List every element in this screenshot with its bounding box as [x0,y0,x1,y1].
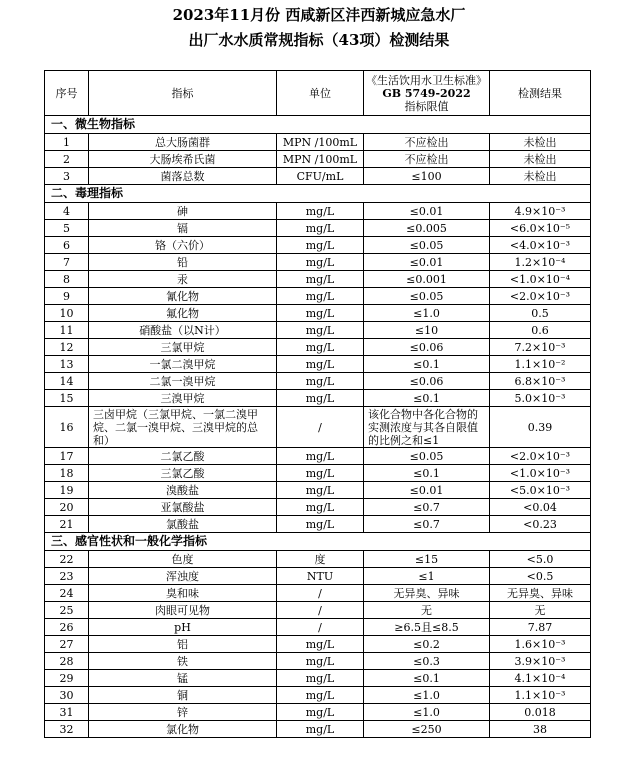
cell-indicator: 一氯二溴甲烷 [89,356,277,373]
cell-limit: ≤100 [364,168,490,185]
cell-result: 7.87 [490,619,591,636]
cell-unit: mg/L [277,237,364,254]
cell-result: 无 [490,602,591,619]
header-no: 序号 [45,71,89,116]
cell-limit: ≤0.1 [364,390,490,407]
cell-indicator: 大肠埃希氏菌 [89,151,277,168]
cell-result: 6.8×10⁻³ [490,373,591,390]
cell-limit: 该化合物中各化合物的实测浓度与其各自限值的比例之和≤1 [364,407,490,448]
cell-limit: ≤1.0 [364,687,490,704]
cell-unit: MPN /100mL [277,134,364,151]
cell-limit: ≤0.005 [364,220,490,237]
cell-limit: 无异臭、异味 [364,585,490,602]
table-row [45,288,591,305]
cell-indicator: 菌落总数 [89,168,277,185]
cell-no: 29 [45,670,89,687]
cell-indicator: 铅 [89,254,277,271]
cell-limit: ≤1.0 [364,704,490,721]
section-header-row [45,533,591,551]
cell-result: 0.018 [490,704,591,721]
cell-indicator: 氟化物 [89,305,277,322]
cell-result: 5.0×10⁻³ [490,390,591,407]
table-row [45,721,591,738]
header-result: 检测结果 [490,71,591,116]
cell-no: 10 [45,305,89,322]
cell-limit: ≤0.001 [364,271,490,288]
header-std-line1: 《生活饮用水卫生标准》 [366,73,487,87]
cell-result: 1.6×10⁻³ [490,636,591,653]
cell-result: 0.5 [490,305,591,322]
cell-unit: / [277,619,364,636]
cell-unit: mg/L [277,516,364,533]
table-row [45,322,591,339]
table-row [45,448,591,465]
cell-indicator: 氯化物 [89,721,277,738]
cell-unit: mg/L [277,448,364,465]
table-row [45,220,591,237]
cell-limit: ≤15 [364,551,490,568]
cell-limit: ≤0.7 [364,499,490,516]
cell-indicator: 三氯乙酸 [89,465,277,482]
cell-no: 17 [45,448,89,465]
cell-indicator: 三氯甲烷 [89,339,277,356]
table-header-row [45,71,591,116]
cell-indicator: 锌 [89,704,277,721]
cell-indicator: 三溴甲烷 [89,390,277,407]
cell-unit: mg/L [277,288,364,305]
report-title-line2: 出厂水水质常规指标（43项）检测结果 [188,31,450,49]
table-row [45,203,591,220]
cell-result: <0.04 [490,499,591,516]
header-unit: 单位 [277,71,364,116]
cell-indicator: 铜 [89,687,277,704]
cell-no: 2 [45,151,89,168]
cell-limit: ≤0.06 [364,373,490,390]
cell-unit: mg/L [277,636,364,653]
cell-result: <1.0×10⁻³ [490,465,591,482]
cell-result: <5.0×10⁻³ [490,482,591,499]
cell-result: 1.1×10⁻³ [490,687,591,704]
cell-unit: mg/L [277,203,364,220]
cell-result: <1.0×10⁻⁴ [490,271,591,288]
cell-limit: ≤0.05 [364,448,490,465]
table-row [45,465,591,482]
section-title: 一、微生物指标 [45,116,591,134]
cell-no: 5 [45,220,89,237]
cell-indicator: 硝酸盐（以N计） [89,322,277,339]
cell-result: <2.0×10⁻³ [490,288,591,305]
cell-result: <0.5 [490,568,591,585]
cell-result: 未检出 [490,168,591,185]
table-row [45,390,591,407]
table-row [45,568,591,585]
cell-unit: / [277,585,364,602]
header-standard-limit [364,71,490,116]
cell-limit: 不应检出 [364,151,490,168]
cell-unit: mg/L [277,670,364,687]
cell-unit: mg/L [277,482,364,499]
cell-unit: 度 [277,551,364,568]
cell-result: 7.2×10⁻³ [490,339,591,356]
table-row [45,237,591,254]
cell-no: 32 [45,721,89,738]
cell-limit: ≤0.7 [364,516,490,533]
table-row [45,499,591,516]
cell-result: 无异臭、异味 [490,585,591,602]
table-row [45,653,591,670]
cell-result: <4.0×10⁻³ [490,237,591,254]
section-header-row [45,116,591,134]
cell-no: 9 [45,288,89,305]
cell-limit: ≤1.0 [364,305,490,322]
cell-no: 31 [45,704,89,721]
cell-unit: mg/L [277,254,364,271]
cell-unit: CFU/mL [277,168,364,185]
table-row [45,151,591,168]
cell-limit: ≤0.01 [364,482,490,499]
cell-limit: ≤0.01 [364,254,490,271]
table-row [45,373,591,390]
table-row [45,271,591,288]
cell-result: 38 [490,721,591,738]
cell-result: 4.9×10⁻³ [490,203,591,220]
cell-result: 1.1×10⁻² [490,356,591,373]
cell-no: 27 [45,636,89,653]
cell-result: 0.6 [490,322,591,339]
table-row [45,687,591,704]
cell-indicator: 镉 [89,220,277,237]
cell-no: 24 [45,585,89,602]
cell-indicator: 二氯一溴甲烷 [89,373,277,390]
section-title: 二、毒理指标 [45,185,591,203]
cell-limit: ≤1 [364,568,490,585]
cell-no: 20 [45,499,89,516]
cell-indicator: 溴酸盐 [89,482,277,499]
cell-limit: ≤0.1 [364,670,490,687]
cell-indicator: 铁 [89,653,277,670]
cell-no: 15 [45,390,89,407]
cell-no: 14 [45,373,89,390]
cell-limit: ≤0.1 [364,465,490,482]
table-body [45,116,591,738]
cell-indicator: 铬（六价） [89,237,277,254]
cell-no: 6 [45,237,89,254]
table-row [45,305,591,322]
table-row [45,168,591,185]
cell-unit: mg/L [277,322,364,339]
cell-indicator: 总大肠菌群 [89,134,277,151]
cell-indicator: 臭和味 [89,585,277,602]
table-row [45,636,591,653]
table-row [45,482,591,499]
cell-limit: ≤0.05 [364,288,490,305]
cell-unit: mg/L [277,356,364,373]
cell-unit: mg/L [277,465,364,482]
cell-no: 8 [45,271,89,288]
cell-unit: mg/L [277,305,364,322]
cell-no: 1 [45,134,89,151]
cell-no: 30 [45,687,89,704]
cell-result: <0.23 [490,516,591,533]
cell-no: 12 [45,339,89,356]
cell-unit: mg/L [277,220,364,237]
cell-no: 18 [45,465,89,482]
table-row [45,619,591,636]
cell-indicator: 氰化物 [89,288,277,305]
cell-result: 未检出 [490,134,591,151]
cell-no: 7 [45,254,89,271]
cell-unit: mg/L [277,653,364,670]
cell-indicator: 砷 [89,203,277,220]
cell-no: 25 [45,602,89,619]
cell-no: 13 [45,356,89,373]
cell-no: 28 [45,653,89,670]
cell-indicator: 色度 [89,551,277,568]
cell-no: 19 [45,482,89,499]
cell-indicator: 铝 [89,636,277,653]
cell-result: <6.0×10⁻⁵ [490,220,591,237]
cell-limit: ≤10 [364,322,490,339]
cell-unit: mg/L [277,373,364,390]
cell-no: 21 [45,516,89,533]
cell-unit: mg/L [277,721,364,738]
cell-indicator: 亚氯酸盐 [89,499,277,516]
cell-unit: mg/L [277,271,364,288]
cell-indicator: 汞 [89,271,277,288]
table-row [45,356,591,373]
cell-result: <2.0×10⁻³ [490,448,591,465]
cell-unit: MPN /100mL [277,151,364,168]
header-std-line2: GB 5749-2022 [382,86,471,100]
header-indicator: 指标 [89,71,277,116]
cell-result: <5.0 [490,551,591,568]
cell-limit: ≤0.06 [364,339,490,356]
cell-unit: mg/L [277,390,364,407]
cell-no: 22 [45,551,89,568]
table-row [45,670,591,687]
cell-unit: mg/L [277,704,364,721]
table-row [45,551,591,568]
cell-limit: ≤0.01 [364,203,490,220]
cell-limit: ≤0.1 [364,356,490,373]
cell-unit: mg/L [277,339,364,356]
section-title: 三、感官性状和一般化学指标 [45,533,591,551]
table-row [45,134,591,151]
table-row [45,704,591,721]
cell-no: 16 [45,407,89,448]
cell-limit: ≤250 [364,721,490,738]
cell-limit: 不应检出 [364,134,490,151]
cell-indicator: 二氯乙酸 [89,448,277,465]
cell-no: 11 [45,322,89,339]
cell-indicator: 锰 [89,670,277,687]
cell-unit: NTU [277,568,364,585]
table-row [45,339,591,356]
cell-result: 1.2×10⁻⁴ [490,254,591,271]
cell-unit: mg/L [277,499,364,516]
cell-no: 23 [45,568,89,585]
cell-limit: ≤0.2 [364,636,490,653]
cell-unit: / [277,407,364,448]
cell-no: 4 [45,203,89,220]
cell-result: 未检出 [490,151,591,168]
table-row [45,254,591,271]
results-table [44,70,591,738]
report-title-line1: 2023年11月份 西咸新区沣西新城应急水厂 [172,6,466,24]
cell-no: 26 [45,619,89,636]
table-row [45,407,591,448]
cell-limit: ≤0.05 [364,237,490,254]
cell-indicator: 浑浊度 [89,568,277,585]
cell-indicator: pH [89,619,277,636]
table-row [45,585,591,602]
cell-limit: ≤0.3 [364,653,490,670]
cell-result: 0.39 [490,407,591,448]
cell-limit: ≥6.5且≤8.5 [364,619,490,636]
cell-result: 3.9×10⁻³ [490,653,591,670]
cell-indicator: 肉眼可见物 [89,602,277,619]
cell-no: 3 [45,168,89,185]
cell-unit: mg/L [277,687,364,704]
cell-indicator: 三卤甲烷（三氯甲烷、一氯二溴甲烷、二氯一溴甲烷、三溴甲烷的总和） [89,407,277,448]
section-header-row [45,185,591,203]
cell-limit: 无 [364,602,490,619]
cell-indicator: 氯酸盐 [89,516,277,533]
table-row [45,602,591,619]
cell-result: 4.1×10⁻⁴ [490,670,591,687]
header-std-line3: 指标限值 [404,99,449,113]
table-row [45,516,591,533]
cell-unit: / [277,602,364,619]
